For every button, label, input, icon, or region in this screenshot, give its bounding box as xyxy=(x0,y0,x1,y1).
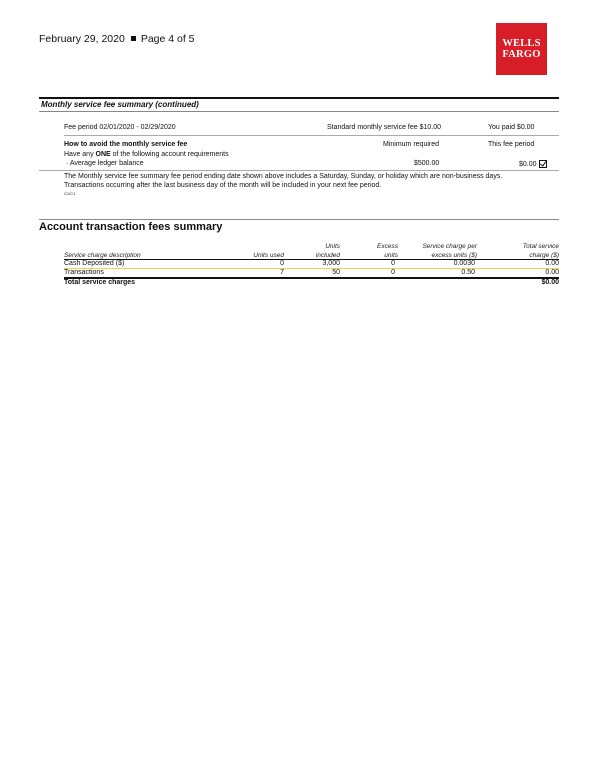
wells-fargo-logo: WELLS FARGO xyxy=(496,23,547,75)
table-row-charge-per-unit: 0.50 xyxy=(461,269,475,276)
you-paid: You paid $0.00 xyxy=(488,124,535,131)
transaction-fees-title: Account transaction fees summary xyxy=(39,221,223,233)
average-ledger-balance-label: · Average ledger balance xyxy=(66,160,144,167)
col-header-units-used: Units used xyxy=(253,252,284,259)
table-row-excess-units: 0 xyxy=(391,260,395,267)
next-fee-period-note: Transactions occurring after the last business day of the month will be included in your next fee period. xyxy=(64,182,382,189)
table-row-charge-per-unit: 0.0030 xyxy=(453,260,475,267)
statement-date: February 29, 2020 xyxy=(39,33,125,45)
table-row-excess-units: 0 xyxy=(391,269,395,276)
monthly-fee-title: Monthly service fee summary (continued) xyxy=(41,100,199,109)
checkmark-icon xyxy=(539,160,547,168)
col-header-total-charge: Total service charge ($) xyxy=(522,243,559,259)
table-row-total: 0.00 xyxy=(545,260,559,267)
col-header-charge-per-unit: Service charge per excess units ($) xyxy=(422,243,477,259)
fee-period: Fee period 02/01/2020 - 02/29/2020 xyxy=(64,124,176,131)
table-row-units-used: 0 xyxy=(280,260,284,267)
section-rule xyxy=(39,97,559,99)
table-row-total: 0.00 xyxy=(545,269,559,276)
col-header-excess-units: Excess units xyxy=(377,243,398,259)
total-service-charges-value: $0.00 xyxy=(541,279,559,286)
table-row-units-used: 7 xyxy=(280,269,284,276)
table-row-units-included: 3,000 xyxy=(322,260,340,267)
average-ledger-balance-minimum: $500.00 xyxy=(414,160,440,167)
statement-date-page xyxy=(39,33,195,45)
total-rule xyxy=(64,277,559,279)
separator-square-icon xyxy=(131,36,136,41)
this-fee-period-header: This fee period xyxy=(488,141,535,148)
non-business-day-note: The Monthly service fee summary fee period ending date shown above includes a Saturday, Sunday, or holiday which are non-business days. xyxy=(64,173,503,180)
average-ledger-balance-this-period: $0.00 xyxy=(519,160,547,168)
page-number: Page 4 of 5 xyxy=(140,33,195,45)
table-row-desc: Transactions xyxy=(64,269,104,276)
row-divider xyxy=(39,170,559,171)
standard-fee: Standard monthly service fee $10.00 xyxy=(327,124,442,131)
table-row-units-included: 50 xyxy=(332,269,340,276)
avoid-fee-heading: How to avoid the monthly service fee xyxy=(64,141,188,148)
requirements-text: Have any ONE of the following account requirements xyxy=(64,151,229,158)
row-divider xyxy=(64,135,559,136)
table-row-desc: Cash Deposited ($) xyxy=(64,260,125,267)
col-header-description: Service charge description xyxy=(64,252,141,259)
minimum-required-header: Minimum required xyxy=(383,141,440,148)
col-header-units-included: Units included xyxy=(315,243,340,259)
total-service-charges-label: Total service charges xyxy=(64,279,136,286)
statement-code: C1/C1 xyxy=(64,191,76,196)
section-rule-thin xyxy=(39,219,559,220)
section-rule-thin xyxy=(39,111,559,112)
